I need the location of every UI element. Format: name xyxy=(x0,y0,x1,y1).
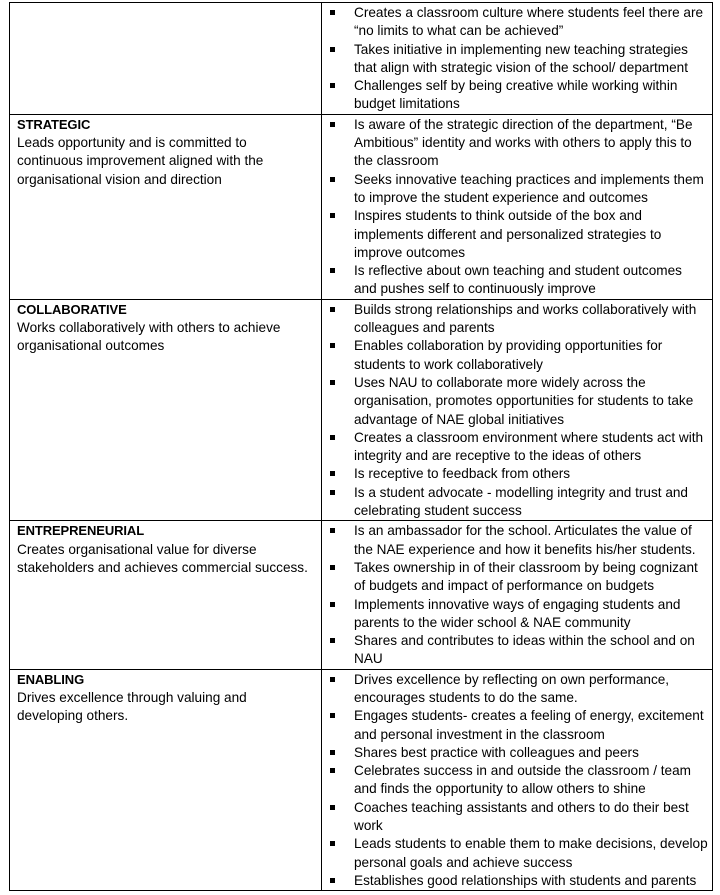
competency-description: Drives excellence through valuing and developing others. xyxy=(17,689,247,724)
square-bullet-icon xyxy=(330,122,335,127)
behaviour-item xyxy=(328,559,708,596)
square-bullet-icon xyxy=(330,435,335,440)
behaviour-text: Implements innovative ways of engaging students and parents to the wider school & NAE community xyxy=(354,596,681,630)
behaviours-cell xyxy=(322,114,713,299)
behaviour-text: Shares best practice with colleagues and peers xyxy=(354,744,639,760)
behaviour-item xyxy=(328,671,708,708)
behaviour-text: Is aware of the strategic direction of the department, “Be Ambitious” identity and works with others to apply this to the classroom xyxy=(354,116,693,169)
behaviour-item xyxy=(328,799,708,836)
behaviour-text: Enables collaboration by providing opportunities for students to work collaboratively xyxy=(354,338,663,372)
square-bullet-icon xyxy=(330,768,335,773)
behaviour-item xyxy=(328,465,708,483)
competency-heading: ENABLING xyxy=(17,671,85,687)
competency-heading: STRATEGIC xyxy=(17,116,91,132)
behaviour-list xyxy=(328,671,708,891)
behaviour-item xyxy=(328,171,708,208)
behaviour-text: Shares and contributes to ideas within the school and on NAU xyxy=(354,633,695,667)
square-bullet-icon xyxy=(330,10,335,15)
behaviour-item xyxy=(328,484,708,521)
behaviour-text: Takes initiative in implementing new teaching strategies that align with strategic vision of the school/ department xyxy=(354,41,688,75)
competency-row xyxy=(10,521,713,669)
behaviour-text: Coaches teaching assistants and others to do their best work xyxy=(354,799,689,834)
competency-heading: COLLABORATIVE xyxy=(17,301,127,317)
behaviour-item xyxy=(328,41,708,78)
competency-description: Creates organisational value for diverse stakeholders and achieves commercial success. xyxy=(17,541,308,575)
behaviour-text: Is reflective about own teaching and student outcomes and pushes self to continuously improve xyxy=(354,263,682,297)
behaviour-item xyxy=(328,337,708,374)
competency-row xyxy=(10,669,713,891)
square-bullet-icon xyxy=(330,750,335,755)
competency-cell xyxy=(10,669,322,891)
behaviour-text: Drives excellence by reflecting on own performance, encourages students to do the same. xyxy=(354,671,670,705)
behaviours-cell xyxy=(322,299,713,521)
square-bullet-icon xyxy=(330,307,335,312)
behaviour-text: Creates a classroom environment where students act with integrity and are receptive to the ideas of others xyxy=(354,429,704,464)
square-bullet-icon xyxy=(330,213,335,218)
square-bullet-icon xyxy=(330,380,335,385)
square-bullet-icon xyxy=(330,677,335,682)
behaviours-cell xyxy=(322,3,713,115)
behaviour-item xyxy=(328,835,708,872)
competency-cell xyxy=(10,299,322,521)
competency-row xyxy=(10,299,713,521)
behaviour-list xyxy=(328,4,708,114)
behaviour-text: Celebrates success in and outside the classroom / team and finds the opportunity to allow others to shine xyxy=(354,763,691,797)
behaviour-list xyxy=(328,522,708,668)
behaviour-text: Leads students to enable them to make decisions, develop personal goals and achieve success xyxy=(354,836,708,870)
behaviours-cell xyxy=(322,669,713,891)
square-bullet-icon xyxy=(330,268,335,273)
behaviour-text: Takes ownership in of their classroom by being cognizant of budgets and impact of performance on budgets xyxy=(354,559,698,594)
competency-row xyxy=(10,3,713,115)
behaviour-item xyxy=(328,374,708,429)
behaviour-item xyxy=(328,301,708,338)
square-bullet-icon xyxy=(330,565,335,570)
behaviour-item xyxy=(328,522,708,559)
square-bullet-icon xyxy=(330,343,335,348)
behaviour-item xyxy=(328,4,708,41)
square-bullet-icon xyxy=(330,528,335,533)
square-bullet-icon xyxy=(330,713,335,718)
competency-row xyxy=(10,114,713,299)
behaviour-text: Uses NAU to collaborate more widely across the organisation, promotes opportunities for students to take advantage of NAE global initiatives xyxy=(354,374,694,427)
behaviour-text: Builds strong relationships and works collaboratively with colleagues and parents xyxy=(354,301,697,336)
behaviour-text: Engages students- creates a feeling of energy, excitement and personal investment in the classroom xyxy=(354,708,704,742)
behaviour-text: Seeks innovative teaching practices and implements them to improve the student experience and outcomes xyxy=(354,171,704,205)
behaviour-text: Is an ambassador for the school. Articulates the value of the NAE experience and how it benefits his/her students. xyxy=(354,523,696,557)
behaviours-cell xyxy=(322,521,713,669)
square-bullet-icon xyxy=(330,177,335,182)
behaviour-text: Challenges self by being creative while working within budget limitations xyxy=(354,78,678,112)
behaviour-text: Is a student advocate - modelling integrity and trust and celebrating student success xyxy=(354,484,688,519)
behaviour-item xyxy=(328,762,708,799)
competency-cell xyxy=(10,521,322,669)
competency-cell xyxy=(10,114,322,299)
behaviour-item xyxy=(328,744,708,762)
behaviour-text: Inspires students to think outside of the box and implements different and personalized strategies to improve outcomes xyxy=(354,208,662,260)
competency-heading: ENTREPRENEURIAL xyxy=(17,523,145,539)
square-bullet-icon xyxy=(330,638,335,643)
behaviour-item xyxy=(328,77,708,114)
competency-table xyxy=(9,2,713,891)
behaviour-item xyxy=(328,429,708,466)
behaviour-text: Establishes good relationships with students and parents xyxy=(354,872,697,888)
competency-description: Leads opportunity and is committed to continuous improvement aligned with the organisational vision and direction xyxy=(17,135,264,187)
square-bullet-icon xyxy=(330,83,335,88)
competency-cell xyxy=(10,3,322,115)
square-bullet-icon xyxy=(330,805,335,810)
behaviour-item xyxy=(328,707,708,744)
behaviour-item xyxy=(328,116,708,171)
behaviour-list xyxy=(328,301,708,521)
behaviour-item xyxy=(328,262,708,299)
competency-table-body xyxy=(10,3,713,891)
square-bullet-icon xyxy=(330,878,335,883)
behaviour-item xyxy=(328,632,708,669)
competency-description: Works collaboratively with others to achieve organisational outcomes xyxy=(17,320,281,354)
behaviour-list xyxy=(328,116,708,299)
behaviour-text: Creates a classroom culture where students feel there are “no limits to what can be achieved” xyxy=(354,5,704,39)
behaviour-item xyxy=(328,207,708,262)
square-bullet-icon xyxy=(330,471,335,476)
square-bullet-icon xyxy=(330,490,335,495)
square-bullet-icon xyxy=(330,841,335,846)
behaviour-item xyxy=(328,596,708,633)
behaviour-item xyxy=(328,872,708,890)
square-bullet-icon xyxy=(330,47,335,52)
behaviour-text: Is receptive to feedback from others xyxy=(354,466,571,482)
square-bullet-icon xyxy=(330,602,335,607)
